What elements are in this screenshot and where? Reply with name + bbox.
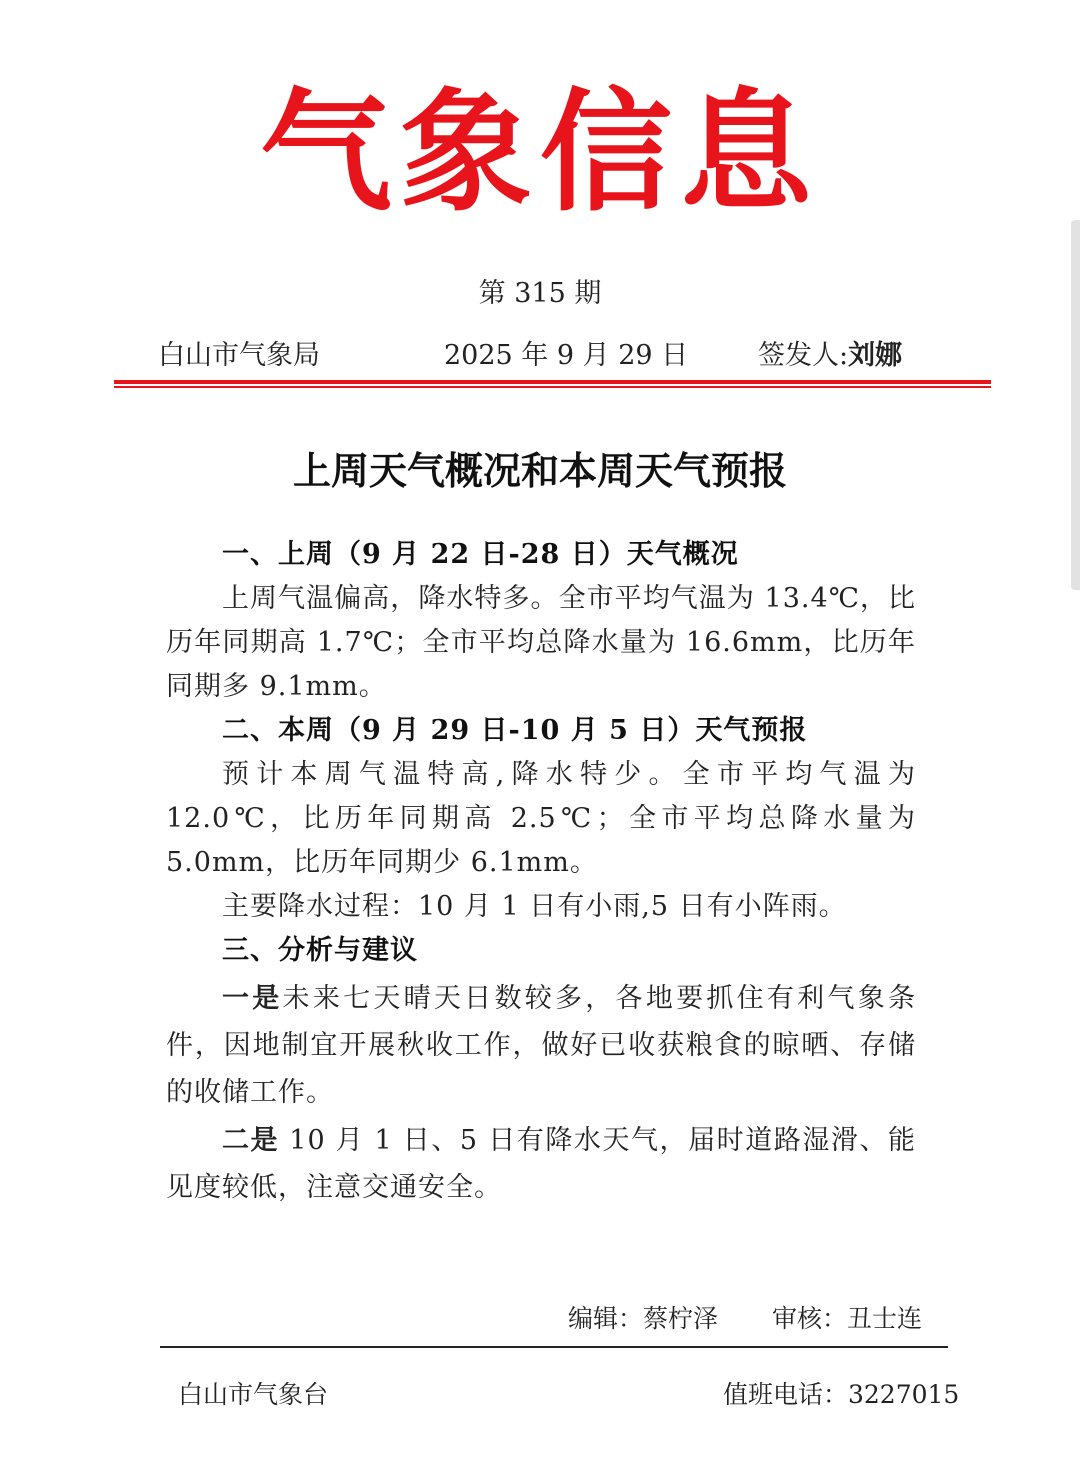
suggestion-1-lead: 一是 xyxy=(222,983,283,1014)
section-1-heading: 一、上周（9 月 22 日-28 日）天气概况 xyxy=(222,539,739,570)
section-1-body: 上周气温偏高，降水特多。全市平均气温为 13.4℃，比历年同期高 1.7℃；全市平均总降水量为 16.6mm，比历年同期多 9.1mm。 xyxy=(166,583,916,702)
suggestion-1 xyxy=(166,975,916,1116)
section-2-body: 预计本周气温特高,降水特少。全市平均气温为 12.0℃，比历年同期高 2.5℃；全市平均总降水量为 5.0mm，比历年同期少 6.1mm。 xyxy=(166,759,916,878)
masthead-title: 气象信息 xyxy=(260,75,820,230)
scrollbar-thumb[interactable] xyxy=(1071,220,1080,590)
section-2-precip-process: 主要降水过程：10 月 1 日有小雨,5 日有小阵雨。 xyxy=(222,891,847,922)
signer-name: 刘娜 xyxy=(848,340,903,371)
section-3-heading: 三、分析与建议 xyxy=(222,935,418,966)
issue-number: 第 315 期 xyxy=(478,278,602,309)
reviewer-credit: 审核：丑士连 xyxy=(772,1304,923,1333)
document-title: 上周天气概况和本周天气预报 xyxy=(292,448,787,493)
suggestion-2 xyxy=(166,1117,916,1211)
signer xyxy=(758,338,902,374)
suggestion-2-text: 10 月 1 日、5 日有降水天气，届时道路湿滑、能见度较低，注意交通安全。 xyxy=(166,1125,917,1203)
suggestion-1-text: 未来七天晴天日数较多，各地要抓住有利气象条件，因地制宜开展秋收工作，做好已收获粮食的晾晒、存储的收储工作。 xyxy=(166,983,917,1108)
section-2-heading: 二、本周（9 月 29 日-10 月 5 日）天气预报 xyxy=(222,715,808,746)
issue-date: 2025 年 9 月 29 日 xyxy=(444,340,689,371)
editor-credit: 编辑：蔡柠泽 xyxy=(568,1304,719,1333)
issuing-agency: 白山市气象局 xyxy=(158,340,320,371)
header-divider-thick xyxy=(114,380,991,384)
signer-label: 签发人: xyxy=(758,340,849,371)
footer-phone: 值班电话：3227015 xyxy=(723,1380,960,1409)
footer-org: 白山市气象台 xyxy=(178,1380,329,1409)
suggestion-2-lead: 二是 xyxy=(222,1125,280,1156)
header-divider-thin xyxy=(114,386,991,388)
footer-divider xyxy=(160,1346,948,1348)
